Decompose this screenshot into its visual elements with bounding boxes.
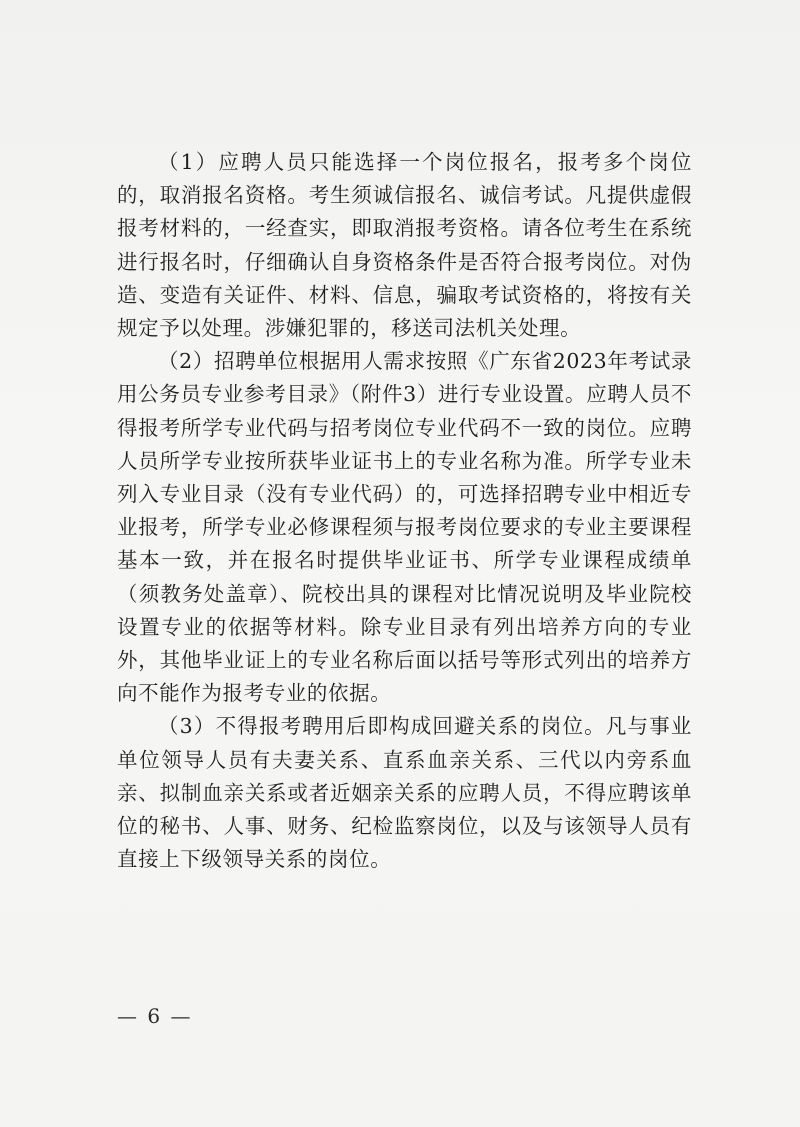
page-number: — 6 — <box>117 1004 193 1028</box>
document-body <box>117 146 692 876</box>
paragraph-1: （1）应聘人员只能选择一个岗位报名，报考多个岗位的，取消报名资格。考生须诚信报名、诚信考试。凡提供虚假报考材料的，一经查实，即取消报考资格。请各位考生在系统进行报名时，仔细确认自身资格条件是否符合报考岗位。对伪造、变造有关证件、材料、信息，骗取考试资格的，将按有关规定予以处理。涉嫌犯罪的，移送司法机关处理。 <box>117 150 692 341</box>
paragraph-3: （3）不得报考聘用后即构成回避关系的岗位。凡与事业单位领导人员有夫妻关系、直系血亲关系、三代以内旁系血亲、拟制血亲关系或者近姻亲关系的应聘人员，不得应聘该单位的秘书、人事、财务、纪检监察岗位，以及与该领导人员有直接上下级领导关系的岗位。 <box>117 714 692 872</box>
paragraph-2: （2）招聘单位根据用人需求按照《广东省2023年考试录用公务员专业参考目录》（附件3）进行专业设置。应聘人员不得报考所学专业代码与招考岗位专业代码不一致的岗位。应聘人员所学专业按所获毕业证书上的专业名称为准。所学专业未列入专业目录（没有专业代码）的，可选择招聘专业中相近专业报考，所学专业必修课程须与报考岗位要求的专业主要课程基本一致，并在报名时提供毕业证书、所学专业课程成绩单（须教务处盖章）、院校出具的课程对比情况说明及毕业院校设置专业的依据等材料。除专业目录有列出培养方向的专业外，其他毕业证上的专业名称后面以括号等形式列出的培养方向不能作为报考专业的依据。 <box>117 349 692 706</box>
